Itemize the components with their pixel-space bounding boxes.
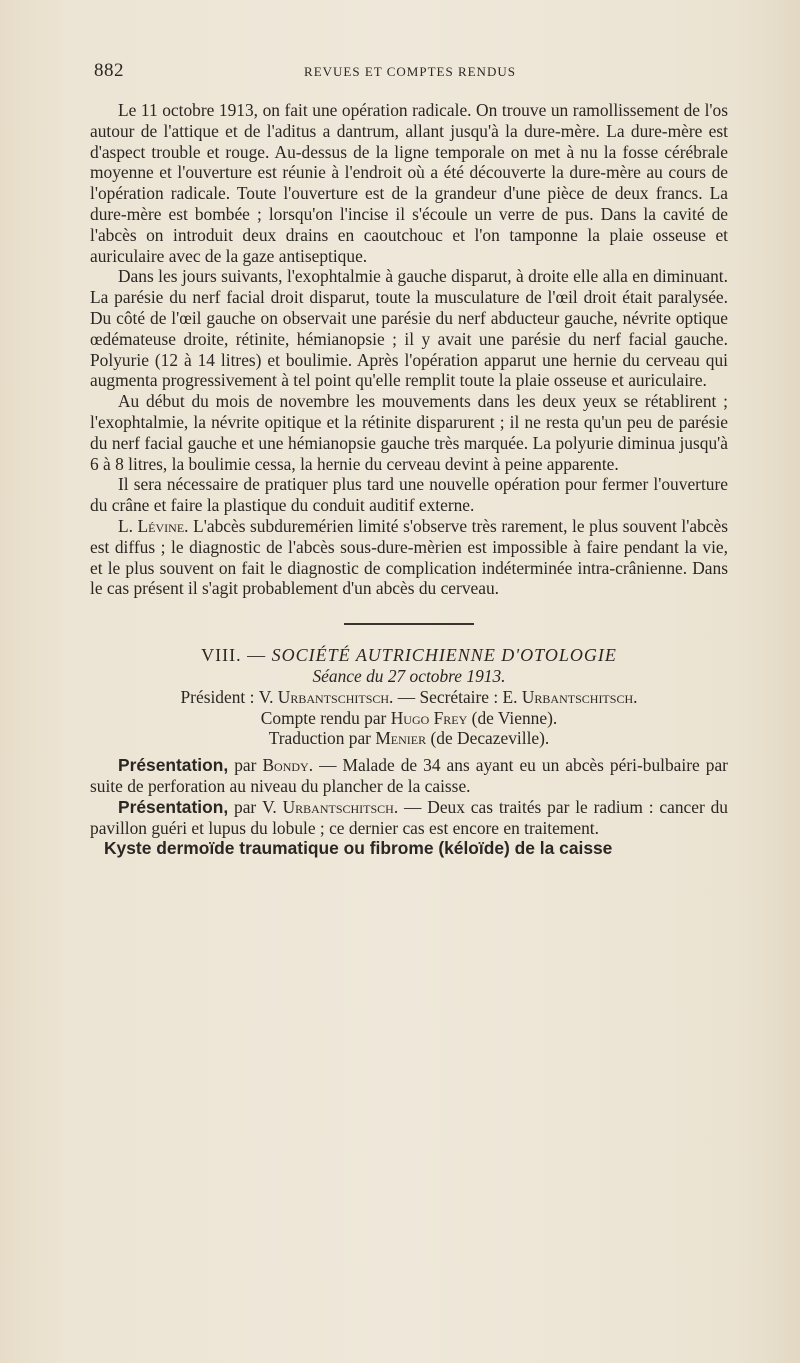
paragraph-following-days: Dans les jours suivants, l'exophtalmie à gauche disparut, à droite elle alla en diminuant. La parésie du nerf facial droit disparut, toute la musculature de l'œil droit était paralysée. Du côté de l'œil gauche on observait une parésie du nerf abducteur gauche, névrite optique œdémateuse droite, rétinite, hémianopsie ; il y avait une parésie du nerf facial gauche. Polyurie (12 à 14 litres) et boulimie. Après l'opération apparut une hernie du cerveau qui augmenta progressivement à tel point qu'elle remplit toute la plaie osseuse et auriculaire.	[90, 266, 728, 391]
presentation-urbantschitsch	[90, 797, 728, 839]
translation-line	[90, 728, 728, 749]
report-prefix: Compte rendu par	[260, 707, 387, 728]
presentation-author: V. Urbantschitsch.	[262, 796, 399, 817]
running-head: REVUES ET COMPTES RENDUS	[304, 64, 516, 79]
page-number: 882	[94, 60, 124, 81]
report-suffix: (de Vienne).	[471, 707, 558, 728]
presentation-bondy	[90, 755, 728, 797]
translation-suffix: (de Decazeville).	[430, 728, 550, 749]
secretary-name: E. Urbantschitsch.	[502, 686, 638, 707]
page-header	[90, 60, 730, 86]
presentation-by: par	[234, 755, 257, 776]
presentation-by: par	[234, 796, 257, 817]
paragraph-future-operation: Il sera nécessaire de pratiquer plus tard une nouvelle opération pour fermer l'ouverture du crâne et faire la plastique du conduit auditif externe.	[90, 474, 728, 516]
session-date: Séance du 27 octobre 1913.	[312, 665, 506, 686]
officers-line	[90, 687, 728, 708]
section-divider	[344, 623, 474, 625]
presentation-text: — Malade de 34 ans ayant eu un abcès péri-bulbaire par suite de perforation au niveau du plancher de la caisse.	[90, 755, 728, 796]
section-dash: —	[247, 645, 267, 666]
presentation-author: Bondy.	[262, 755, 314, 776]
paragraph-levine	[90, 516, 728, 599]
article-body	[90, 100, 728, 859]
president-name: V. Urbantschitsch.	[258, 686, 394, 707]
presentation-heading: Présentation,	[118, 755, 229, 776]
translator-name: Menier	[375, 728, 427, 749]
section-society-name: SOCIÉTÉ AUTRICHIENNE D'OTOLOGIE	[271, 645, 617, 666]
report-author: Hugo Frey	[390, 707, 468, 728]
levine-author: L. Lévine.	[118, 515, 189, 536]
section-title	[90, 645, 728, 666]
paragraph-november: Au début du mois de novembre les mouvements dans les deux yeux se rétablirent ; l'exophtalmie, la névrite opitique et la rétinite disparurent ; il ne resta qu'un peu de parésie du nerf facial gauche et une hémianopsie gauche très marquée. La polyurie diminua jusqu'à 6 à 8 litres, la boulimie cessa, la hernie du cerveau devint à peine apparente.	[90, 391, 728, 474]
translation-prefix: Traduction par	[268, 728, 371, 749]
presentation-text: — Deux cas traités par le radium : cancer du pavillon guéri et lupus du lobule ; ce dernier cas est encore en traitement.	[90, 796, 728, 838]
paragraph-operation: Le 11 octobre 1913, on fait une opération radicale. On trouve un ramollissement de l'os autour de l'attique et de l'aditus a dantrum, allant jusqu'à la dure-mère. La dure-mère est d'aspect trouble et rouge. Au-dessus de la ligne temporale on met à nu la fosse cérébrale moyenne et l'ouverture est réunie à l'endroit où a été découverte la dure-mère au cours de l'opération radicale. Toute l'ouverture est de la grandeur d'une pièce de deux francs. La dure-mère est bombée ; lorsqu'on l'incise il s'écoule un verre de pus. Dans la cavité de l'abcès on introduit deux drains en caoutchouc et l'on tamponne la plaie osseuse et auriculaire avec de la gaze antiseptique.	[90, 100, 728, 266]
section-numeral: VIII.	[201, 645, 242, 666]
president-label: Président :	[180, 686, 255, 707]
report-line	[90, 708, 728, 729]
presentation-heading: Présentation,	[118, 796, 229, 817]
case-heading: Kyste dermoïde traumatique ou fibrome (kéloïde) de la caisse	[104, 838, 613, 859]
secretary-label: — Secrétaire :	[397, 686, 499, 707]
levine-text: L'abcès subduremérien limité s'observe très rarement, le plus souvent l'abcès est diffus ; le diagnostic de l'abcès sous-dure-mèrien est impossible à faire pendant la vie, et le plus souvent on fait le diagnostic de complication indéterminée intra-crânienne. Dans le cas présent il s'agit probablement d'un abcès du cerveau.	[90, 515, 728, 599]
